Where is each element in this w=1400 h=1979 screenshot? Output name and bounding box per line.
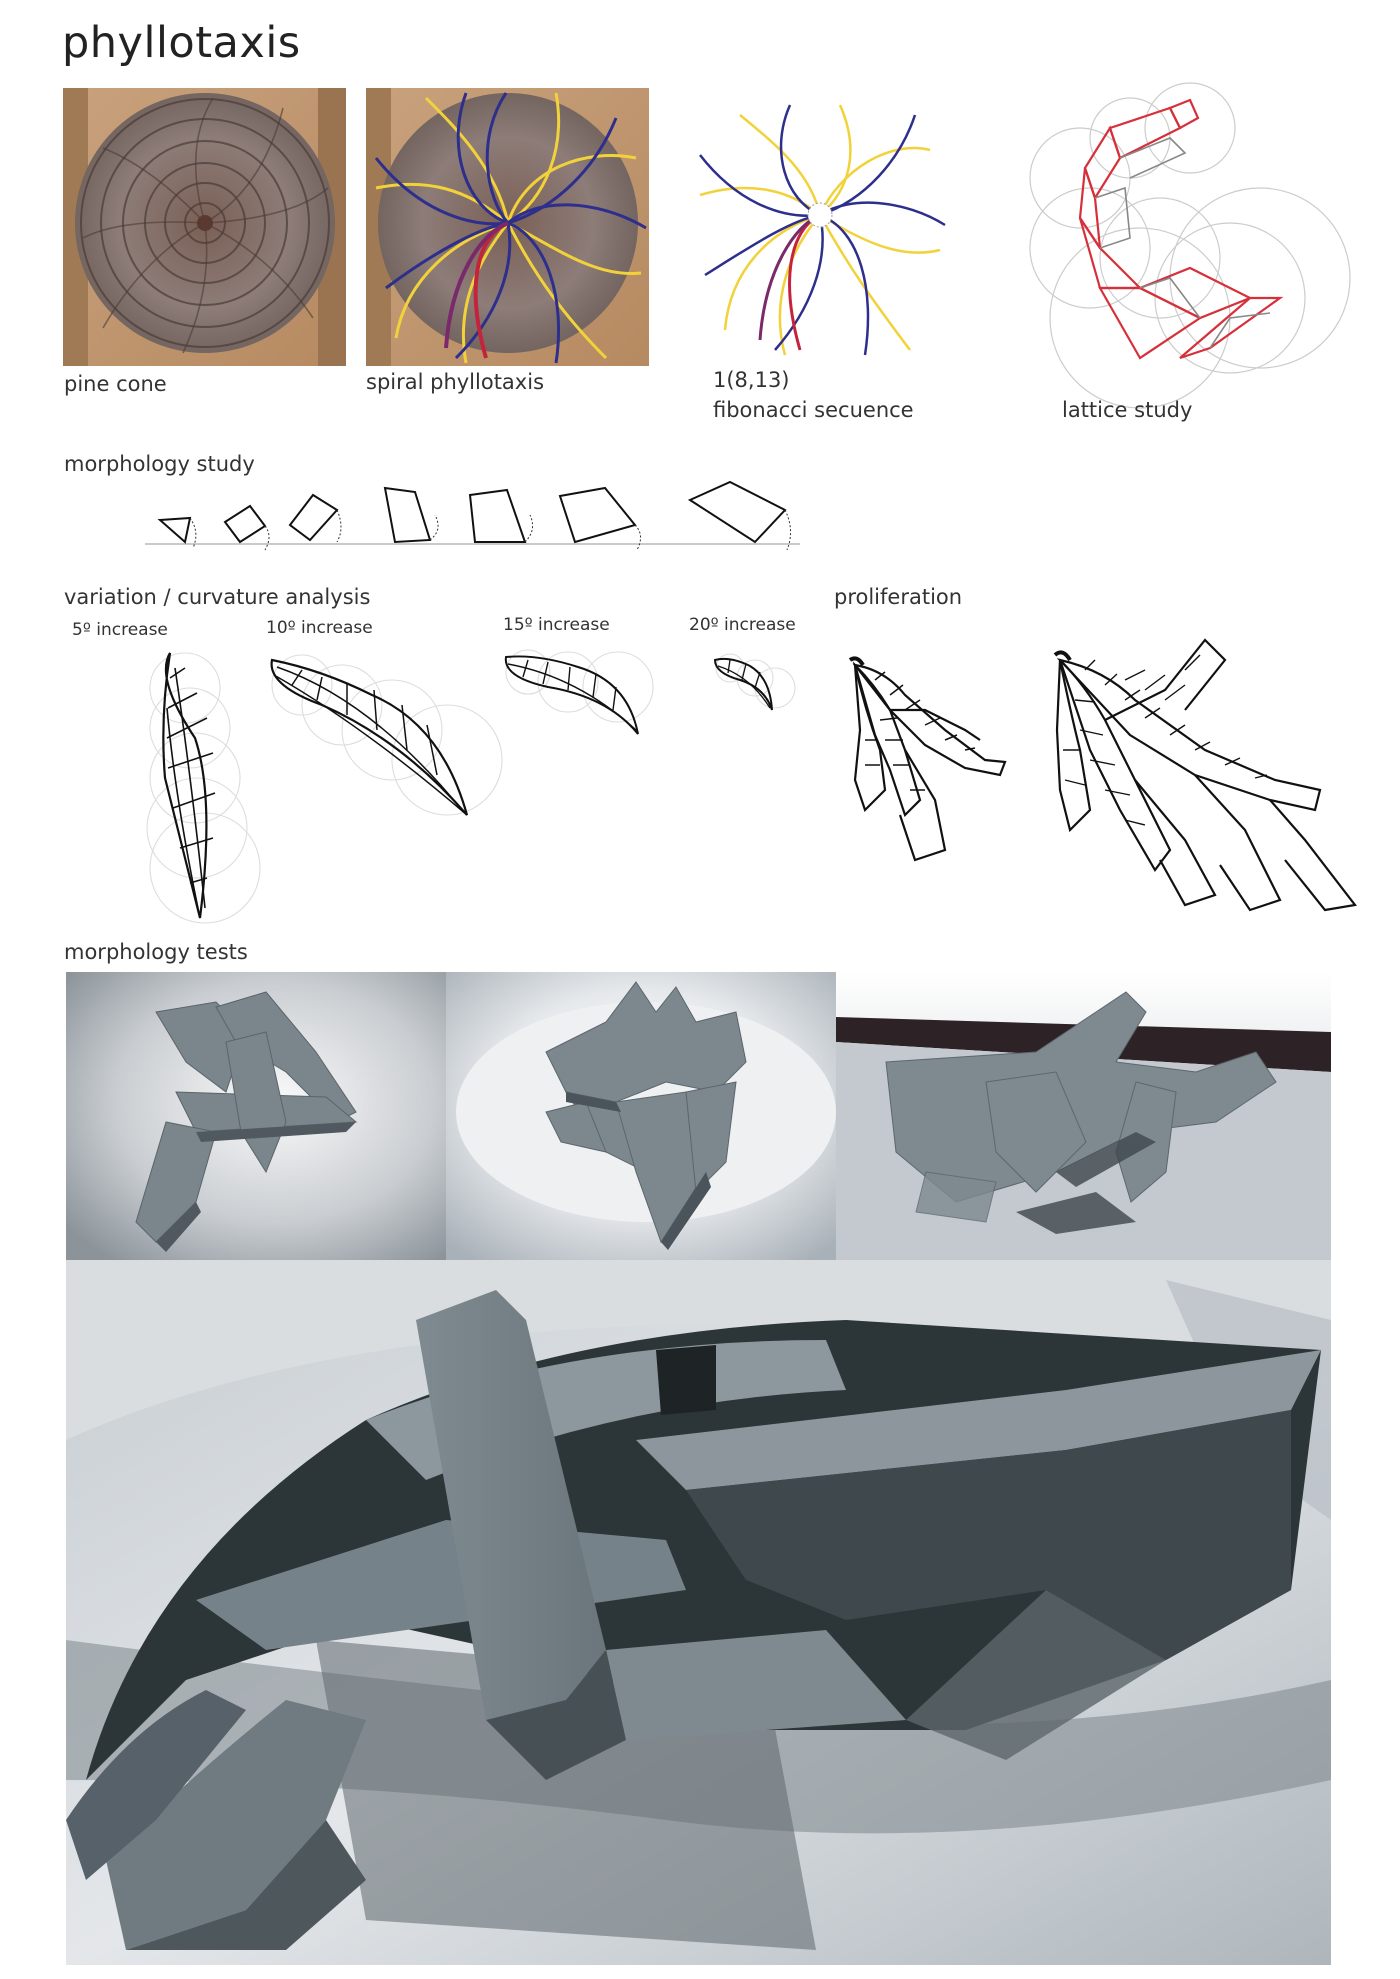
spiral-phyllotaxis-caption: spiral phyllotaxis [366,370,545,394]
fibonacci-caption: fibonacci secuence [713,398,914,422]
morphology-render-large [66,1260,1331,1965]
proliferation-small-diagram [845,650,1015,870]
morphology-render-3 [836,972,1331,1260]
leaf-10-degree [262,645,502,845]
variation-title: variation / curvature analysis [64,585,371,609]
variation-label-10: 10º increase [266,618,373,638]
pine-cone-caption: pine cone [64,372,167,396]
fibonacci-spiral-diagram [690,100,950,360]
variation-label-5: 5º increase [72,620,168,640]
leaf-20-degree [710,648,800,718]
leaf-15-degree [498,642,668,742]
page-title: phyllotaxis [62,18,301,68]
pine-cone-photo [63,88,346,366]
lattice-study-caption: lattice study [1062,398,1193,422]
morphology-study-title: morphology study [64,452,255,476]
proliferation-large-diagram [1045,630,1365,915]
fibonacci-numbers: 1(8,13) [713,368,790,392]
morphology-tests-title: morphology tests [64,940,248,964]
leaf-5-degree [135,648,275,928]
morphology-study-diagram [145,470,805,560]
morphology-render-1 [66,972,446,1260]
variation-label-15: 15º increase [503,615,610,635]
spiral-phyllotaxis-photo [366,88,649,366]
morphology-render-2 [446,972,836,1260]
lattice-study-diagram [1010,88,1350,388]
proliferation-title: proliferation [834,585,963,609]
variation-label-20: 20º increase [689,615,796,635]
